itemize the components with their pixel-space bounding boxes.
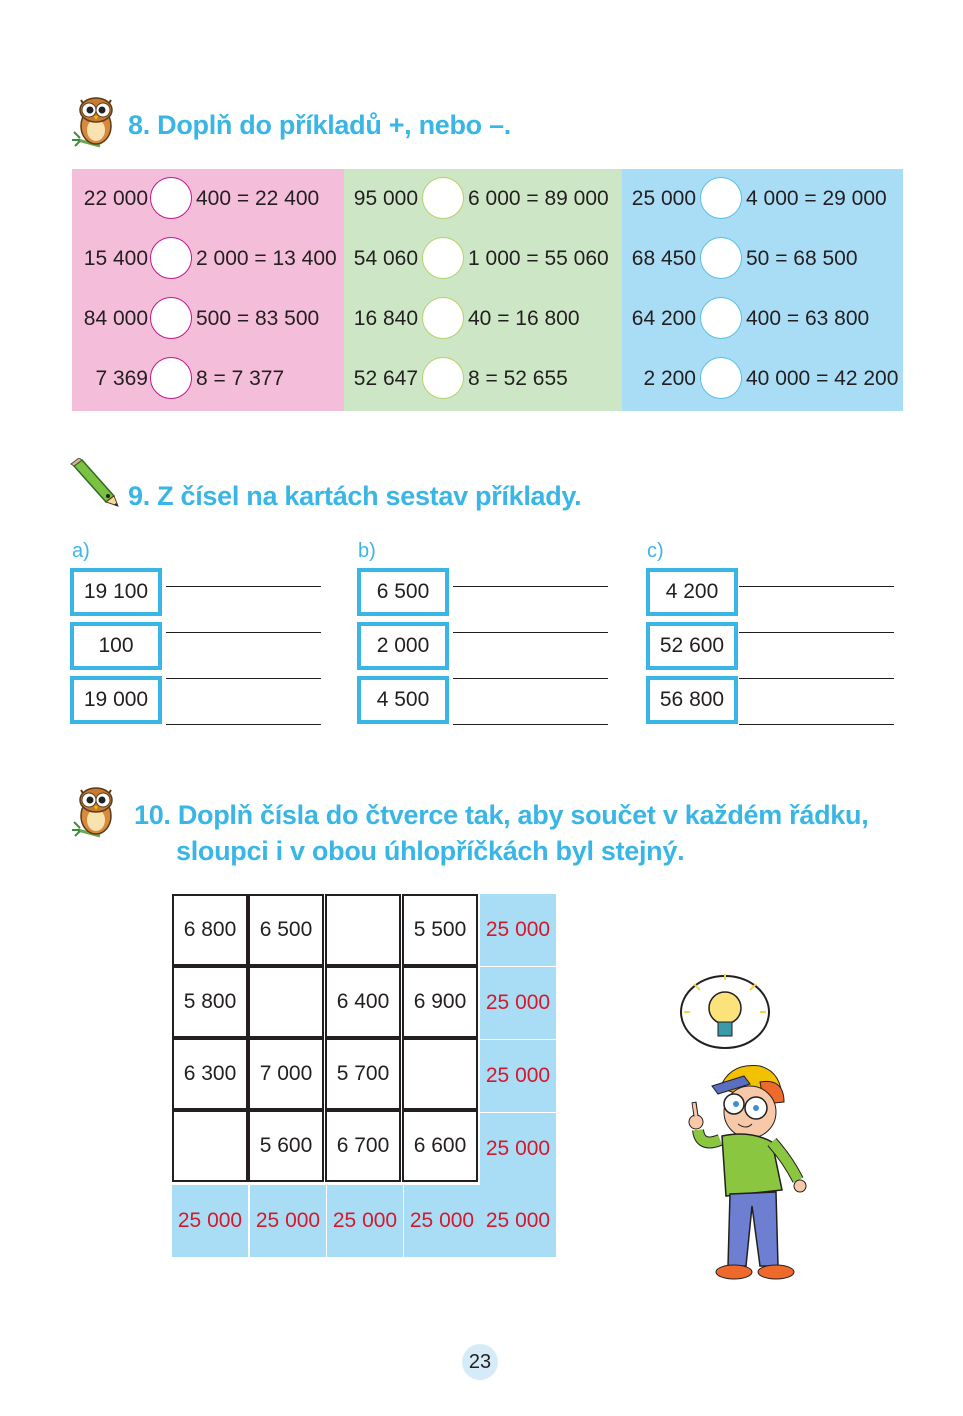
operator-blank-circle[interactable] [700,177,742,219]
operand-right: 8 = 52 655 [468,367,568,390]
number-card: 52 600 [646,622,738,670]
operator-blank-circle[interactable] [700,357,742,399]
grid-cell-empty[interactable] [172,1110,248,1182]
exercise-9-title: 9. Z čísel na kartách sestav příklady. [128,481,582,511]
answer-line[interactable] [453,724,608,725]
operand-right: 40 000 = 42 200 [746,367,899,390]
operand-left: 52 647 [353,367,418,390]
grid-cell[interactable]: 6 400 [325,966,401,1038]
owl-icon [70,780,122,840]
exercise-8-title: 8. Doplň do příkladů +, nebo –. [128,110,511,140]
group-c-label: c) [647,540,664,562]
grid-cell[interactable]: 5 500 [402,894,478,966]
operand-right: 400 = 22 400 [196,187,320,210]
column-sum: 25 000 [172,1185,248,1257]
answer-line[interactable] [739,632,894,633]
grid-cell[interactable]: 5 800 [172,966,248,1038]
operand-right: 400 = 63 800 [746,307,870,330]
grid-cell[interactable]: 6 500 [248,894,324,966]
answer-line[interactable] [453,586,608,587]
column-sum: 25 000 [404,1185,480,1257]
equation-column-green [344,169,622,411]
answer-line[interactable] [166,632,321,633]
number-card: 19 100 [70,568,162,616]
operand-left: 15 400 [83,247,148,270]
operator-blank-circle[interactable] [422,297,464,339]
operand-left: 95 000 [353,187,418,210]
operand-right: 4 000 = 29 000 [746,187,887,210]
diagonal-sum: 25 000 [480,1185,556,1257]
grid-cell-empty[interactable] [325,894,401,966]
operator-blank-circle[interactable] [700,297,742,339]
equation-column-blue [622,169,903,411]
page-number: 23 [462,1344,498,1380]
operand-left: 7 369 [95,367,148,390]
number-card: 2 000 [357,622,449,670]
answer-line[interactable] [739,586,894,587]
operator-blank-circle[interactable] [700,237,742,279]
group-b-label: b) [358,540,376,562]
answer-line[interactable] [453,632,608,633]
operand-right: 50 = 68 500 [746,247,858,270]
answer-line[interactable] [739,678,894,679]
answer-line[interactable] [166,724,321,725]
operand-left: 2 200 [643,367,696,390]
grid-cell-empty[interactable] [402,1038,478,1110]
owl-icon [70,90,122,150]
boy-lightbulb-illustration [660,970,810,1290]
operator-blank-circle[interactable] [150,357,192,399]
grid-cell[interactable]: 6 800 [172,894,248,966]
number-card: 4 200 [646,568,738,616]
operator-blank-circle[interactable] [150,297,192,339]
operand-left: 16 840 [353,307,418,330]
row-sum: 25 000 [480,1113,556,1185]
grid-cell[interactable]: 6 600 [402,1110,478,1182]
operand-right: 1 000 = 55 060 [468,247,609,270]
grid-cell[interactable]: 6 900 [402,966,478,1038]
row-sum: 25 000 [480,894,556,966]
grid-cell[interactable]: 6 300 [172,1038,248,1110]
number-card: 19 000 [70,676,162,724]
exercise-10-title-line2: sloupci i v obou úhlopříčkách byl stejný. [176,836,685,866]
pencil-icon [68,458,120,508]
operand-right: 500 = 83 500 [196,307,320,330]
operand-left: 64 200 [631,307,696,330]
operator-blank-circle[interactable] [150,177,192,219]
column-sum: 25 000 [327,1185,403,1257]
operand-right: 40 = 16 800 [468,307,580,330]
grid-cell-empty[interactable] [248,966,324,1038]
exercise-8-table [72,169,903,411]
exercise-10-title-line1: 10. Doplň čísla do čtverce tak, aby součet v každém řádku, [134,800,869,830]
operand-right: 6 000 = 89 000 [468,187,609,210]
grid-cell[interactable]: 7 000 [248,1038,324,1110]
grid-cell[interactable]: 5 700 [325,1038,401,1110]
operator-blank-circle[interactable] [422,237,464,279]
operator-blank-circle[interactable] [422,357,464,399]
grid-cell[interactable]: 5 600 [248,1110,324,1182]
operand-left: 22 000 [83,187,148,210]
equation-column-pink [72,169,344,411]
number-card: 100 [70,622,162,670]
operand-left: 54 060 [353,247,418,270]
answer-line[interactable] [453,678,608,679]
column-sum: 25 000 [250,1185,326,1257]
answer-line[interactable] [166,586,321,587]
grid-cell[interactable]: 6 700 [325,1110,401,1182]
row-sum: 25 000 [480,967,556,1039]
row-sum: 25 000 [480,1040,556,1112]
operand-right: 8 = 7 377 [196,367,285,390]
operator-blank-circle[interactable] [422,177,464,219]
group-a-label: a) [72,540,90,562]
operand-left: 68 450 [631,247,696,270]
answer-line[interactable] [739,724,894,725]
operand-left: 25 000 [631,187,696,210]
operand-right: 2 000 = 13 400 [196,247,337,270]
operator-blank-circle[interactable] [150,237,192,279]
answer-line[interactable] [166,678,321,679]
number-card: 56 800 [646,676,738,724]
number-card: 6 500 [357,568,449,616]
operand-left: 84 000 [83,307,148,330]
number-card: 4 500 [357,676,449,724]
